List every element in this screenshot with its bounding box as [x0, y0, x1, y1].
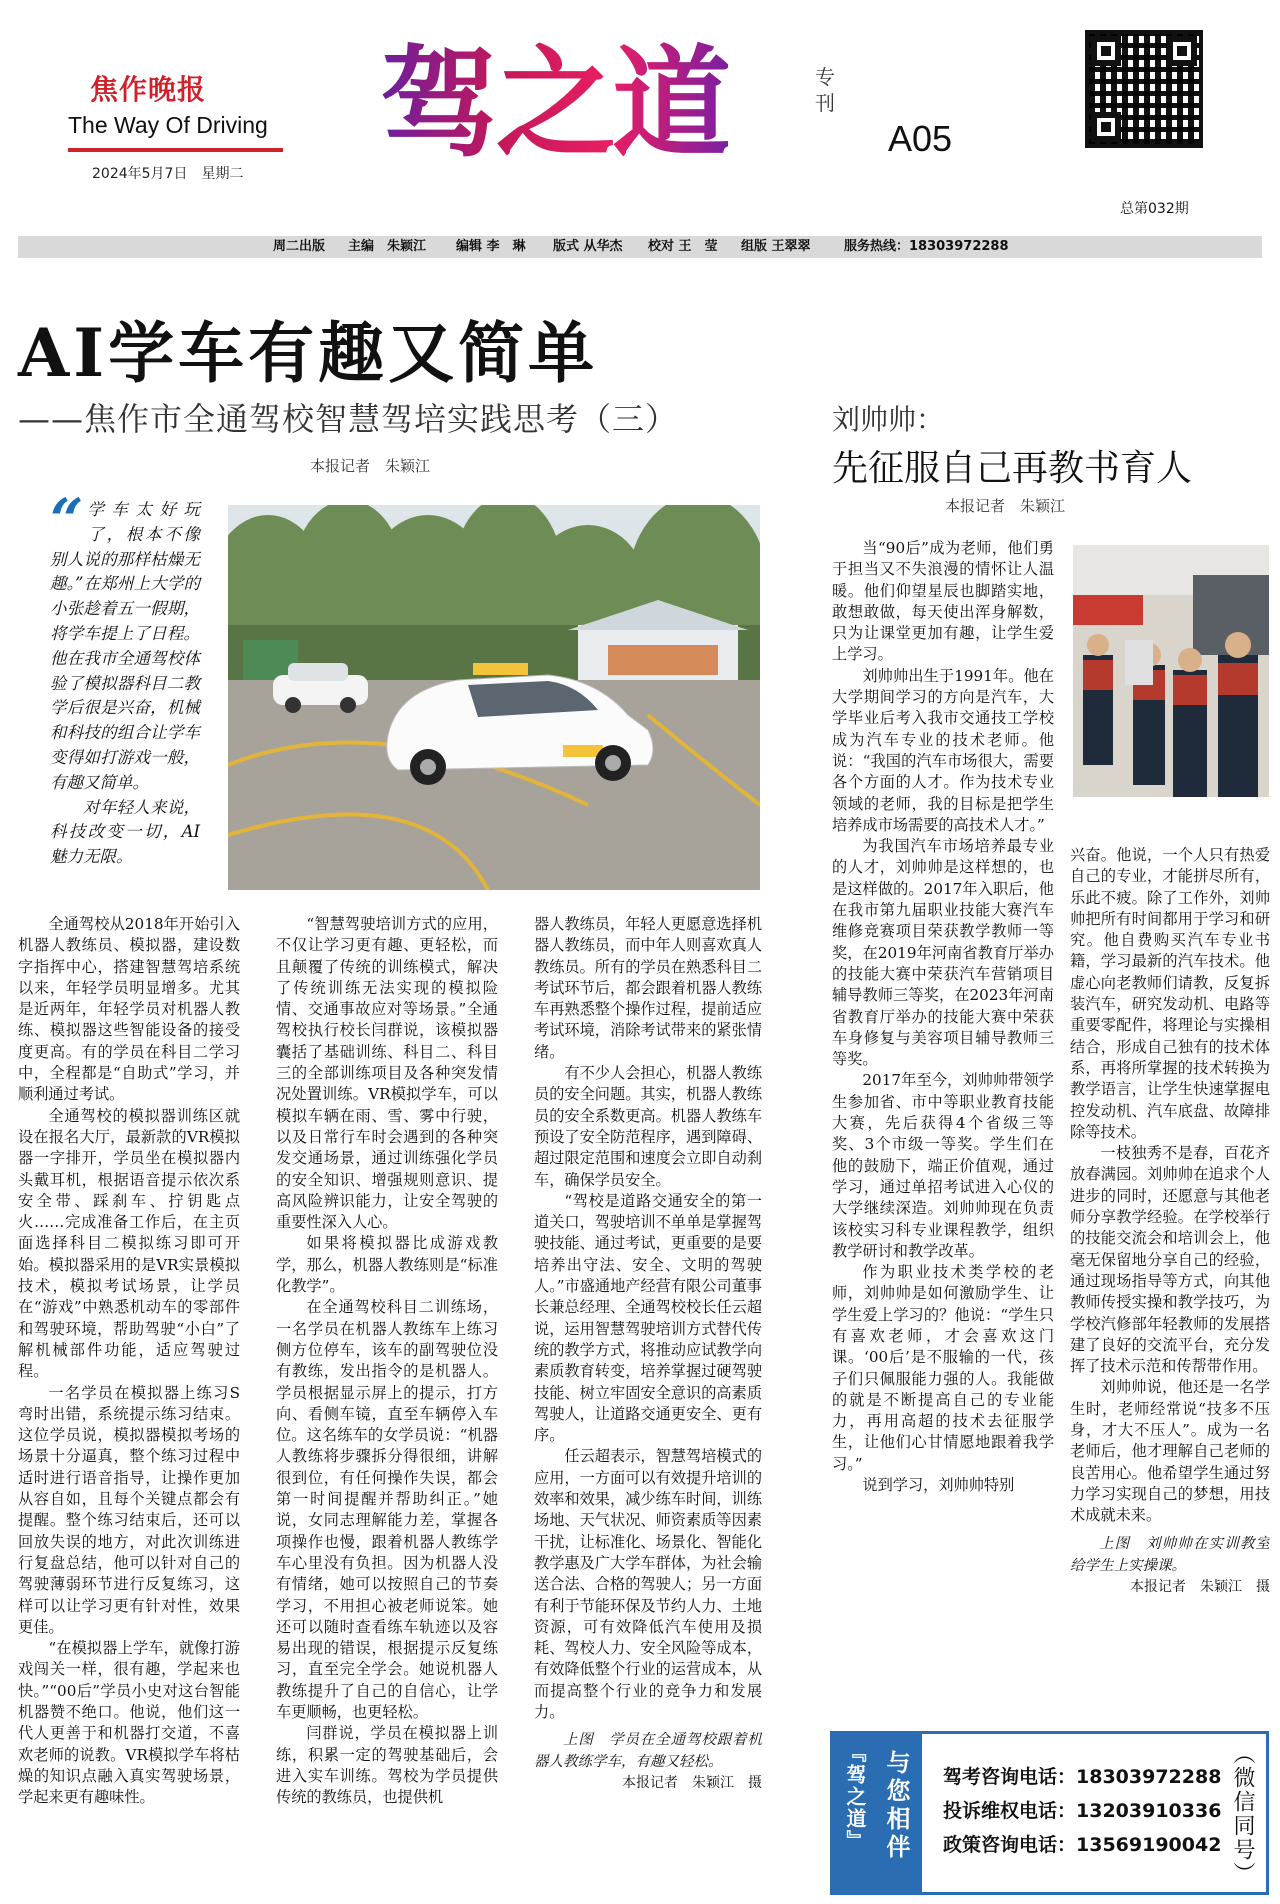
lead-paragraph: [50, 486, 200, 870]
qr-code-icon[interactable]: [1085, 30, 1203, 148]
photo-caption: 上图 学员在全通驾校跟着机器人教练学车，有趣又轻松。: [534, 1732, 762, 1771]
side-column-2: [1070, 845, 1270, 1695]
side-column-1: [832, 538, 1054, 1688]
publication-date: 2024年5月7日 星期二: [92, 166, 244, 182]
paragraph: 一名学员在模拟器上练习S弯时出错，系统提示练习结束。这位学员说，模拟器模拟考场的场景十分逼真，整个练习过程中适时进行语音指导，让操作更加从容自如，且每个关键点都会有提醒。整个练习结束后，还可以回放失误的地方，对此次训练进行复盘总结，他可以针对自己的驾驶薄弱环节进行反复练习，这样可以让学习更有针对性，效果更佳。: [18, 1383, 240, 1636]
training-car-photo: [228, 505, 760, 890]
photo-caption: 上图 刘帅帅在实训教室给学生上实操课。: [1070, 1535, 1270, 1574]
contact-ad: [830, 1731, 1269, 1895]
staff-editor: 编辑 李 琳: [456, 239, 526, 254]
ad-wechat-note: （微信同号）: [1230, 1742, 1255, 1886]
ad-slogan: 与您相伴: [882, 1750, 910, 1862]
section-title: 驾之道: [380, 20, 728, 190]
photo-credit: 本报记者 朱颖江 摄: [622, 1775, 762, 1792]
paragraph: 2017年至今，刘帅帅带领学生参加省、市中等职业教育技能大赛，先后获得4个省级三等奖、3个市级一等奖。学生们在他的鼓励下，端正价值观，通过学习，通过单招考试进入心仪的大学继续深造。刘帅帅现在负责该校实习科专业课程教学，组织教学研讨和教学改革。: [832, 1071, 1054, 1260]
staff-editor-in-chief: 主编 朱颖江: [348, 239, 427, 254]
main-column-1: [18, 914, 240, 1894]
staff-composition: 组版 王翠翠: [741, 239, 811, 254]
side-headline: 先征服自己再教书育人: [832, 448, 1193, 489]
paragraph: 作为职业技术类学校的老师，刘帅帅是如何激励学生、让学生爱上学习的？他说：“学生只有喜欢老师，才会喜欢这门课。‘00后’是不服输的一代，孩子们只佩服能力强的人。我能做的就是不断提高自己的专业能力，再用高超的技术去征服学生，让他们心甘情愿地跟着我学习。”: [832, 1263, 1054, 1473]
qr-finder-icon: [1091, 36, 1121, 66]
lead-text: 对年轻人来说，科技改变一切，AI魅力无限。: [50, 797, 200, 867]
ad-phone-policy[interactable]: 政策咨询电话：13569190042: [943, 1834, 1222, 1856]
staff-layout: 版式 从华杰: [553, 239, 623, 254]
main-column-2: [276, 914, 498, 1894]
paragraph: 刘帅帅说，他还是一名学生时，老师经常说“技多不压身，才大不压人”。成为一名老师后，他才理解自己老师的良苦用心。他希望学生通过努力学习实现自己的梦想，用技术成就未来。: [1070, 1378, 1270, 1525]
paragraph: 刘帅帅出生于1991年。他在大学期间学习的方向是汽车，大学毕业后考入我市交通技工学校成为汽车专业的技术老师。他说：“我国的汽车市场很大，需要各个方面的人才。作为技术专业领域的老师，我的目标是把学生培养成市场需要的高技术人才。”: [832, 666, 1054, 834]
main-byline: 本报记者 朱颖江: [310, 457, 431, 475]
classroom-photo: [1073, 545, 1269, 797]
section-logo: [380, 20, 820, 190]
qr-finder-icon: [1091, 112, 1121, 142]
paragraph: 任云超表示，智慧驾培模式的应用，一方面可以有效提升培训的效率和效果，减少练车时间，训练场地、天气状况、师资素质等因素干扰，让标准化、场景化、智能化教学惠及广大学车群体，为社会输送合法、合格的驾驶人；另一方面有利于节能环保及节约人力、土地资源，可有效降低汽车使用及损耗、驾校人力、安全风险等成本，有效降低整个行业的运营成本，从而提高整个行业的竞争力和发展力。: [534, 1447, 762, 1721]
photo-credit: 本报记者 朱颖江 摄: [1130, 1578, 1270, 1595]
paragraph: 兴奋。他说，一个人只有热爱自己的专业，才能拼尽所有，乐此不疲。除了工作外，刘帅帅把所有时间都用于学习和研究。他自费购买汽车专业书籍，学习最新的汽车技术。他虚心向老教师们请教，反复拆装汽车，研究发动机、电路等重要零配件，将理论与实操相结合，形成自己独有的技术体系，再将所掌握的技术转换为教学语言，让学生快速掌握电控发动机、汽车底盘、故障排除等技术。: [1070, 846, 1270, 1141]
paragraph: 器人教练员，年轻人更愿意选择机器人教练员，而中年人则喜欢真人教练员。所有的学员在熟悉科目二考试环节后，都会跟着机器人教练车再熟悉整个操作过程，提前适应考试环境，消除考试带来的紧张情绪。: [534, 915, 762, 1061]
paragraph: 说到学习，刘帅帅特别: [862, 1476, 1015, 1495]
issue-number: 总第032期: [1120, 201, 1189, 217]
paragraph: 全通驾校从2018年开始引入机器人教练员、模拟器，建设数字指挥中心，搭建智慧驾培系统以来，年轻学员明显增多。尤其是近两年，年轻学员对机器人教练、模拟器这些智能设备的接受度更高。有的学员在科目二学习中，全程都是“自助式”学习，并顺利通过考试。: [18, 915, 240, 1104]
section-tag: 专刊: [815, 65, 835, 115]
paragraph: 在全通驾校科目二训练场，一名学员在机器人教练车上练习侧方位停车，该车的副驾驶位没有教练，发出指令的是机器人。学员根据显示屏上的提示，打方向、看侧车镜，直至车辆停入车位。这名练车的女学员说：“机器人教练将步骤拆分得很细，讲解很到位，有任何操作失误，都会第一时间提醒并帮助纠正。”她说，女同志理解能力差，掌握各项操作也慢，跟着机器人教练学车心里没有负担。因为机器人没有情绪，她可以按照自己的节奏学习，不用担心被老师说笨。她还可以随时查看练车轨迹以及容易出现的错误，根据提示反复练习，直至完全学会。她说机器人教练提升了自己的自信心，让学车更顺畅，也更轻松。: [276, 1298, 498, 1721]
masthead-rule: [68, 148, 283, 152]
main-headline: AI学车有趣又简单: [18, 314, 599, 392]
side-kicker: 刘帅帅：: [832, 403, 945, 436]
main-subhead: ——焦作市全通驾校智慧驾培实践思考（三）: [18, 400, 679, 438]
staff-bar: [18, 236, 1262, 258]
staff-proofread: 校对 王 莹: [648, 239, 718, 254]
paragraph: 有不少人会担心，机器人教练员的安全问题。其实，机器人教练员的安全系数更高。机器人教练车预设了安全防范程序，遇到障碍、超过限定范围和速度会立即自动刹车，确保学员安全。: [534, 1064, 762, 1189]
paper-name: 焦作晚报: [90, 73, 207, 106]
staff-schedule: 周二出版: [273, 239, 326, 254]
ad-phone-complaint[interactable]: 投诉维权电话：13203910336: [943, 1800, 1222, 1822]
quote-mark-icon: “: [50, 486, 84, 554]
paragraph: 闫群说，学员在模拟器上训练，积累一定的驾驶基础后，会进入实车训练。驾校为学员提供传统的教练员，也提供机: [276, 1724, 498, 1807]
page-number: A05: [888, 118, 953, 159]
ad-phone-exam[interactable]: 驾考咨询电话：18303972288: [943, 1766, 1222, 1788]
paragraph: “驾校是道路交通安全的第一道关口，驾驶培训不单单是掌握驾驶技能、通过考试，更重要的是要培养出守法、安全、文明的驾驶人。”市盛通地产经营有限公司董事长兼总经理、全通驾校校长任云超说，运用智慧驾驶培训方式替代传统的教学方式，将推动应试教学向素质教育转变，培养掌握过硬驾驶技能、树立牢固安全意识的高素质驾驶人，让道路交通更安全、更有序。: [534, 1191, 762, 1445]
side-byline: 本报记者 朱颖江: [945, 497, 1066, 515]
paragraph: 全通驾校的模拟器训练区就设在报名大厅，最新款的VR模拟器一字排开，学员坐在模拟器内头戴耳机，根据语音提示依次系安全带、踩刹车、拧钥匙点火……完成准备工作后，在主页面选择科目二模拟练习即可开始。模拟器采用的是VR实景模拟技术，模拟考试场景，让学员在“游戏”中熟悉机动车的零部件和驾驶环境，帮助驾驶“小白”了解机械部件功能，适应驾驶过程。: [18, 1106, 240, 1381]
paper-subtitle: The Way Of Driving: [68, 112, 268, 138]
ad-brand-panel: [833, 1734, 922, 1892]
qr-finder-icon: [1167, 36, 1197, 66]
staff-hotline: 服务热线：18303972288: [844, 239, 1009, 254]
paragraph: 为我国汽车市场培养最专业的人才，刘帅帅是这样想的，也是这样做的。2017年入职后，他在我市第九届职业技能大赛汽车维修竞赛项目荣获教学教师一等奖，在2019年河南省教育厅举办的技能大赛中荣获汽车营销项目辅导教师三等奖，在2023年河南省教育厅举办的技能大赛中荣获车身修复与美容项目辅导教师三等奖。: [832, 837, 1054, 1069]
paragraph: 一枝独秀不是春，百花齐放春满园。刘帅帅在追求个人进步的同时，还愿意与其他老师分享教学经验。在学校举行的技能交流会和培训会上，他毫无保留地分享自己的经验，通过现场指导等方式，向其他教师传授实操和教学技巧，为学校汽修部年轻教师的发展搭建了良好的交流平台，充分发挥了技术示范和传帮带作用。: [1070, 1144, 1270, 1376]
lead-text: 学车太好玩了，根本不像别人说的那样枯燥无趣。”在郑州上大学的小张趁着五一假期，将学车提上了日程。他在我市全通驾校体验了模拟器科目二教学后很是兴奋，机械和科技的组合让学车变得如打游戏一般，有趣又简单。: [50, 500, 200, 792]
paragraph: “在模拟器上学车，就像打游戏闯关一样，很有趣，学起来也快。”“00后”学员小史对这台智能机器赞不绝口。他说，他们这一代人更善于和机器打交道，不喜欢老师的说教。VR模拟学车将枯燥的知识点融入真实驾驶场景，学起来更有趣味性。: [18, 1639, 240, 1807]
paragraph: “智慧驾驶培训方式的应用，不仅让学习更有趣、更轻松，而且颠覆了传统的训练模式，解决了传统训练无法实现的模拟险情、交通事故应对等场景。”全通驾校执行校长闫群说，该模拟器囊括了基础训练、科目二、科目三的全部训练项目及各种突发情况处置训练。VR模拟学车，可以模拟车辆在雨、雪、雾中行驶，以及日常行车时会遇到的各种突发交通场景，通过训练强化学员的安全知识、增强规则意识、提高风险辨识能力，让安全驾驶的重要性深入人心。: [276, 915, 498, 1232]
main-column-3: [534, 914, 762, 1894]
paragraph: 如果将模拟器比成游戏教学，那么，机器人教练则是“标准化教学”。: [276, 1234, 498, 1296]
paragraph: 当“90后”成为老师，他们勇于担当又不失浪漫的情怀让人温暖。他们仰望星辰也脚踏实地，敢想敢做，每天使出浑身解数，只为让课堂更加有趣，让学生爱上学习。: [832, 539, 1054, 664]
ad-brand: 『驾之道』: [843, 1742, 867, 1852]
